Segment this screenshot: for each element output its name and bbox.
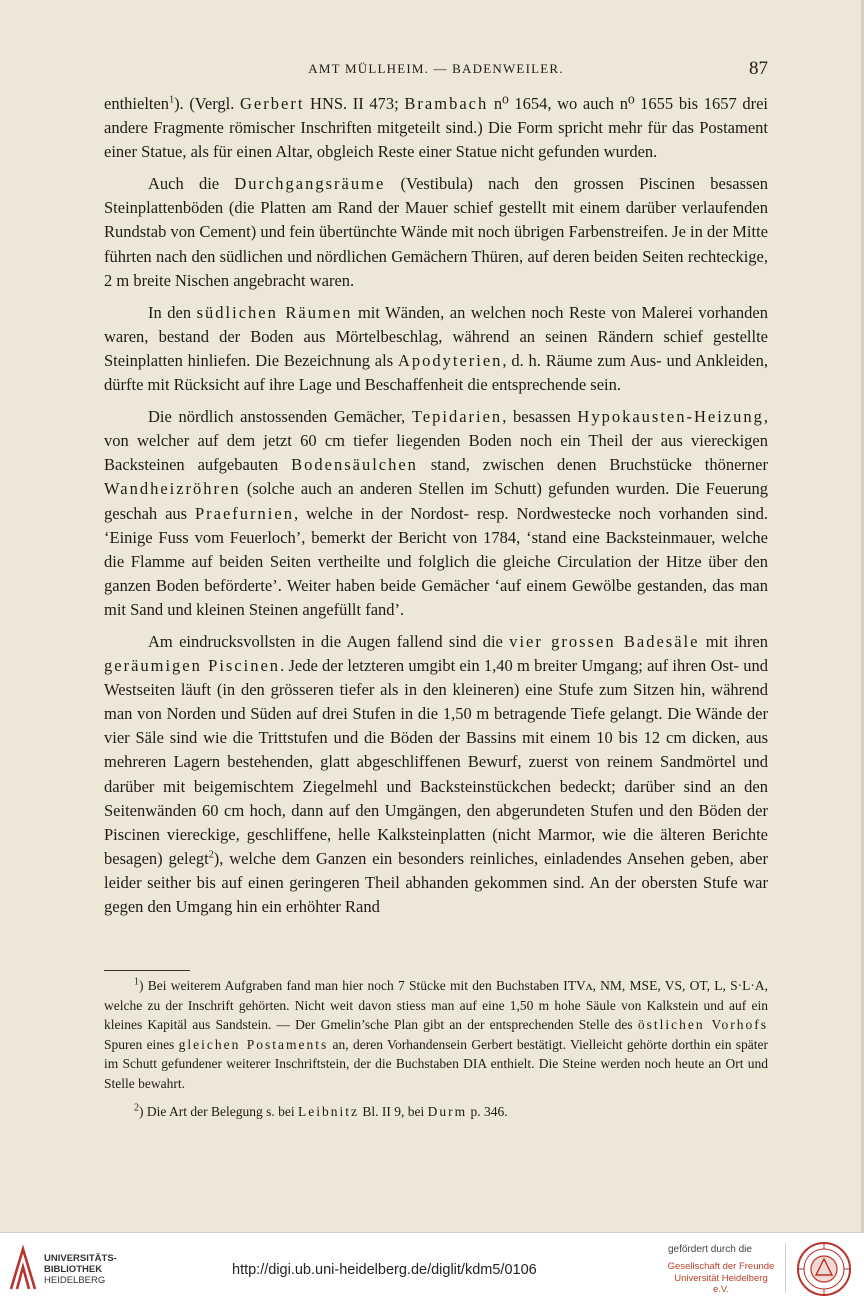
sponsor-link[interactable] bbox=[666, 1261, 776, 1296]
text-run: . Jede der letzteren umgibt ein 1,40 m breiter Umgang; auf ihren Ost- und Westseiten läuft (in den grösseren tiefer als in den kleineren) eine Stufe zum Sitzen hin, während man von Norden und Süden auf drei Stufen in die 1,50 m betragende Tiefe gelangt. Die Wände der vier Säle sind wie die Trittstufen und die Böden der Bassins mit einem 10 bis 12 cm dicken, aus mehreren Lagern bestehenden, glatt abgeschliffenen Bewurf, zuerst von reinem Sandmörtel und darüber mit beigemischtem Ziegelmehl und Backsteinstückchen bedeckt; darüber sind an den Seitenwänden 60 cm hoch, dann auf den Umgängen, den abgerundeten Stufen und den Böden der Piscinen viereckige, geschliffene, helle Kalksteinplatten (nicht Marmor, wie die älteren Berichte besagen) gelegt bbox=[104, 656, 768, 868]
text-run: , besassen bbox=[502, 407, 578, 427]
text-run: (solche auch an anderen Stellen im Schutt) gefunden wurden. Die Feuerung geschah aus bbox=[104, 479, 768, 523]
library-line: BIBLIOTHEK bbox=[44, 1264, 103, 1275]
emphasized-term: Bodensäulchen bbox=[291, 455, 418, 475]
emphasized-term: geräumigen Piscinen bbox=[104, 656, 281, 676]
library-name[interactable] bbox=[44, 1253, 117, 1286]
footnote-marker: 1 bbox=[134, 976, 139, 988]
text-run: ), welche dem Ganzen ein besonders reinliches, einladendes Ansehen geben, aber leider seither bis auf einen geringeren Theil abhanden gekommen sind. An der obersten Stufe war gegen den Umgang hin ein erhöhter Rand bbox=[104, 848, 768, 916]
text-run: In den bbox=[148, 302, 197, 322]
footnote-marker: 2 bbox=[134, 1102, 139, 1114]
library-line: HEIDELBERG bbox=[44, 1275, 106, 1286]
emphasized-term: Gerbert bbox=[240, 94, 305, 113]
text-run: , von welcher auf dem jetzt 60 cm tiefer liegenden Boden noch ein Theil der aus viereckigen Backsteinen aufgebauten bbox=[104, 407, 769, 475]
text-run: n⁰ 1654, wo auch n⁰ 1655 bis 1657 drei andere Fragmente römischer Inschriften mitgeteilt sind.) Die Form spricht mehr für das Postament einer Statue, als für einen Altar, obgleich Reste einer Statue nicht gefunden wurden. bbox=[104, 94, 768, 162]
university-seal-icon[interactable] bbox=[796, 1241, 852, 1297]
footnote bbox=[104, 976, 768, 1094]
text-run: ). (Vergl. bbox=[174, 94, 241, 113]
text-run: Spuren eines bbox=[104, 1036, 179, 1052]
text-run: an, deren Vorhandensein Gerbert bestätigt. Vielleicht gehörte dorthin ein später im Schutt gefundener weiterer Inschriftstein, der die Buchstaben DIA enthielt. Die Steine werden noch heute an Ort und Stelle bewahrt. bbox=[104, 1036, 769, 1091]
viewer-footer bbox=[0, 1232, 864, 1303]
text-run: mit Wänden, an welchen noch Reste von Malerei vorhanden waren, bestand der Boden aus Mörtelbeschlag, während an seinen Rändern schief gestellte Steinplatten hinliefen. Die Bezeichnung als bbox=[104, 302, 768, 370]
emphasized-term: Hypokausten-Heizung bbox=[577, 407, 764, 427]
paragraph bbox=[104, 172, 768, 292]
text-run: stand, zwischen denen Bruchstücke thönerner bbox=[417, 455, 768, 475]
emphasized-term: gleichen Postaments bbox=[178, 1036, 329, 1052]
text-run: mit ihren bbox=[699, 631, 768, 651]
text-run: Am eindrucksvollsten in die Augen fallend sind die bbox=[148, 631, 510, 651]
running-head bbox=[104, 58, 768, 82]
sponsor-caption: gefördert durch die bbox=[668, 1244, 752, 1255]
emphasized-term: Leibnitz bbox=[297, 1103, 359, 1119]
library-logo-icon[interactable] bbox=[8, 1245, 38, 1291]
paragraph bbox=[104, 630, 768, 919]
sponsor-line: Universität Heidelberg e.V. bbox=[674, 1272, 768, 1295]
paragraph bbox=[104, 92, 768, 164]
footnote-marker: 2 bbox=[208, 849, 214, 861]
emphasized-term: Wandheizröhren bbox=[104, 479, 241, 499]
emphasized-term: Durchgangsräume bbox=[234, 174, 386, 194]
paragraph bbox=[104, 405, 768, 622]
page-number: 87 bbox=[749, 58, 768, 79]
text-run: enthielten bbox=[104, 94, 170, 113]
footnote-divider bbox=[104, 970, 190, 971]
sponsor-line: Gesellschaft der Freunde bbox=[667, 1261, 775, 1272]
permalink-link[interactable]: http://digi.ub.uni-heidelberg.de/diglit/kdm5/0106 bbox=[232, 1262, 537, 1278]
emphasized-term: Durm bbox=[427, 1103, 468, 1119]
emphasized-term: vier grossen Badesäle bbox=[509, 631, 700, 651]
emphasized-term: Tepidarien bbox=[411, 407, 503, 427]
text-run: ) Bei weiterem Aufgraben fand man hier noch 7 Stücke mit den Buchstaben ITVʌ, NM, MSE, VS, OT, L, S·L·A, welche zu der Inschrift gehörten. Nicht weit davon stiess man auf eine 1,50 m hohe Säule von Kalkstein und auf ein kleines Kapitäl aus Sandstein. — Der Gmelin’sche Plan gibt an der entsprechenden Stelle des bbox=[104, 978, 768, 1033]
library-line: UNIVERSITÄTS- bbox=[44, 1253, 117, 1264]
footnotes bbox=[104, 976, 768, 1121]
emphasized-term: östlichen Vorhofs bbox=[637, 1017, 768, 1033]
text-run: , d. h. Räume zum Aus- und Ankleiden, dürfte mit Rücksicht auf ihre Lage und Beschaffenheit die entsprechende sein. bbox=[104, 350, 768, 395]
text-run: Die nördlich anstossenden Gemächer, bbox=[148, 407, 412, 427]
text-run: Bl. II 9, bei bbox=[358, 1103, 428, 1119]
text-run: Auch die bbox=[148, 174, 235, 194]
running-title: AMT MÜLLHEIM. — BADENWEILER. bbox=[308, 61, 564, 76]
text-run: , welche in der Nordost- resp. Nordwestecke noch vorhanden sind. ‘Einige Fuss vom Feuerloch’, bemerkt der Bericht von 1784, ‘stand eine Backsteinmauer, welche die Flamme auf beiden Seiten vertheilte und folglich die gleiche Circulation der Hitze über den ganzen Boden beförderte’. Weiter haben beide Gemächer ‘auf einem Gewölbe gestanden, das man mit Sand und kleinen Steinen angefüllt fand’. bbox=[104, 503, 768, 619]
footnote-marker: 1 bbox=[169, 94, 175, 106]
text-run: ) Die Art der Belegung s. bei bbox=[139, 1103, 298, 1119]
emphasized-term: Praefurnien bbox=[194, 503, 294, 523]
emphasized-term: südlichen Räumen bbox=[196, 302, 353, 322]
footer-divider bbox=[785, 1243, 786, 1293]
footnote bbox=[104, 1102, 768, 1122]
text-run: HNS. II 473; bbox=[304, 94, 405, 113]
paragraph bbox=[104, 301, 768, 397]
text-run: (Vestibula) nach den grossen Piscinen besassen Steinplattenböden (die Platten am Rand der Mauer schief gestellt mit einem darüber verlaufenden Rundstab von Cement) und fein übertünchte Wände mit noch übrigen Farbenstreifen. Je in der Mitte führten nach den südlichen und nördlichen Gemächern Thüren, auf deren beiden Seiten rechteckige, 2 m breite Nischen angebracht waren. bbox=[104, 174, 768, 290]
emphasized-term: Brambach bbox=[404, 94, 489, 113]
emphasized-term: Apodyterien bbox=[397, 350, 503, 370]
body-text bbox=[104, 92, 768, 919]
text-run: p. 346. bbox=[467, 1103, 508, 1119]
